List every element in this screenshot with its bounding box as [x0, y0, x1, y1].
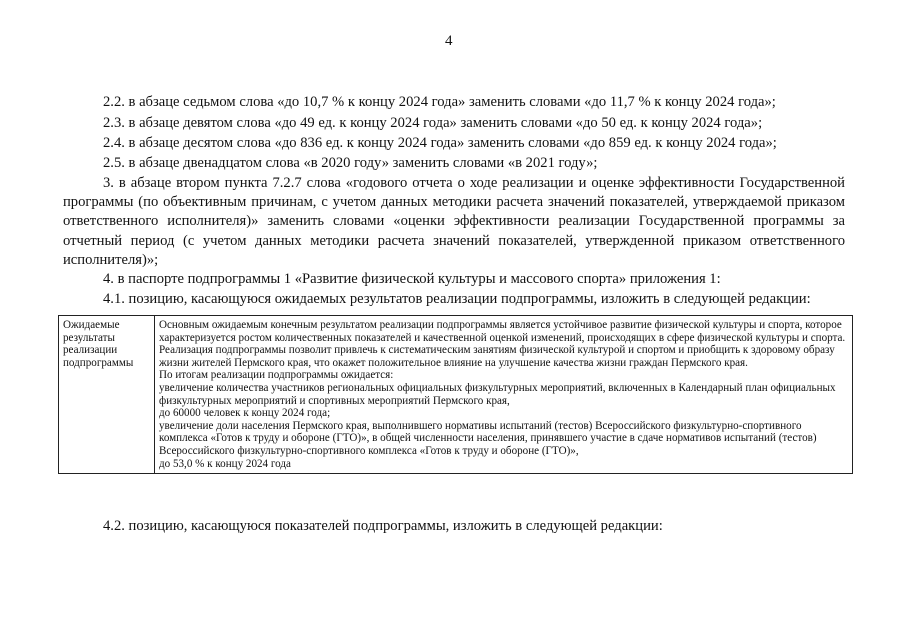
table-content-cell: [155, 316, 853, 474]
item-2-4: 2.4. в абзаце десятом слова «до 836 ед. к концу 2024 года» заменить словами «до 859 ед. к концу 2024 года»;: [103, 135, 777, 151]
expected-results-table: [58, 315, 853, 474]
table-paragraph: увеличение доли населения Пермского края, выполнившего нормативы испытаний (тестов) Всероссийского физкультурно-спортивного комплекса «Готов к труду и обороне (ГТО)», в общей численности населения, принявшего участие в сдаче нормативов испытаний (тестов) Всероссийского физкультурно-спортивного комплекса «Готов к труду и обороне (ГТО)»,: [159, 419, 817, 457]
page-number: 4: [445, 33, 453, 49]
table-paragraph: до 53,0 % к концу 2024 года: [159, 457, 291, 470]
table-paragraph: до 60000 человек к концу 2024 года;: [159, 407, 331, 420]
item-2-5: 2.5. в абзаце двенадцатом слова «в 2020 году» заменить словами «в 2021 году»;: [103, 155, 598, 171]
item-2-2: 2.2. в абзаце седьмом слова «до 10,7 % к концу 2024 года» заменить словами «до 11,7 % к концу 2024 года»;: [103, 94, 776, 110]
table-label-cell: Ожидаемые результаты реализации подпрограммы: [59, 316, 155, 474]
item-2-3: 2.3. в абзаце девятом слова «до 49 ед. к концу 2024 года» заменить словами «до 50 ед. к концу 2024 года»;: [103, 115, 763, 131]
table-paragraph: По итогам реализации подпрограммы ожидается:: [159, 369, 394, 382]
table-row: [59, 316, 853, 474]
item-4-2: 4.2. позицию, касающуюся показателей подпрограммы, изложить в следующей редакции:: [103, 518, 663, 534]
table-paragraph: Реализация подпрограммы позволит привлечь к систематическим занятиям физической культурой и спортом и приобщить к здоровому образу жизни жителей Пермского края, что окажет положительное влияние на улучшение качества жизни граждан Пермского края.: [159, 344, 835, 369]
table-paragraph: Основным ожидаемым конечным результатом реализации подпрограммы является устойчивое развитие физической культуры и спорта, которое характеризуется ростом количественных показателей и качественной оценкой изменений, происходящих в сфере физической культуры и спорта.: [159, 319, 846, 344]
item-4: 4. в паспорте подпрограммы 1 «Развитие физической культуры и массового спорта» приложения 1:: [103, 271, 721, 287]
item-3: 3. в абзаце втором пункта 7.2.7 слова «годового отчета о ходе реализации и оценке эффективности Государственной программы (по объективным причинам, с учетом данных методики расчета значений показателей, утверждаемой приказом ответственного исполнителя)» заменить словами «оценки эффективности реализации Государственной программы за отчетный период (с учетом данных методики расчета значений показателей, утвержденной приказом ответственного исполнителя)»;: [63, 175, 845, 268]
table-paragraph: увеличение количества участников региональных официальных физкультурных мероприятий, включенных в Календарный план официальных физкультурных мероприятий и спортивных мероприятий Пермского края,: [159, 381, 836, 407]
item-4-1: 4.1. позицию, касающуюся ожидаемых результатов реализации подпрограммы, изложить в следующей редакции:: [103, 291, 811, 307]
